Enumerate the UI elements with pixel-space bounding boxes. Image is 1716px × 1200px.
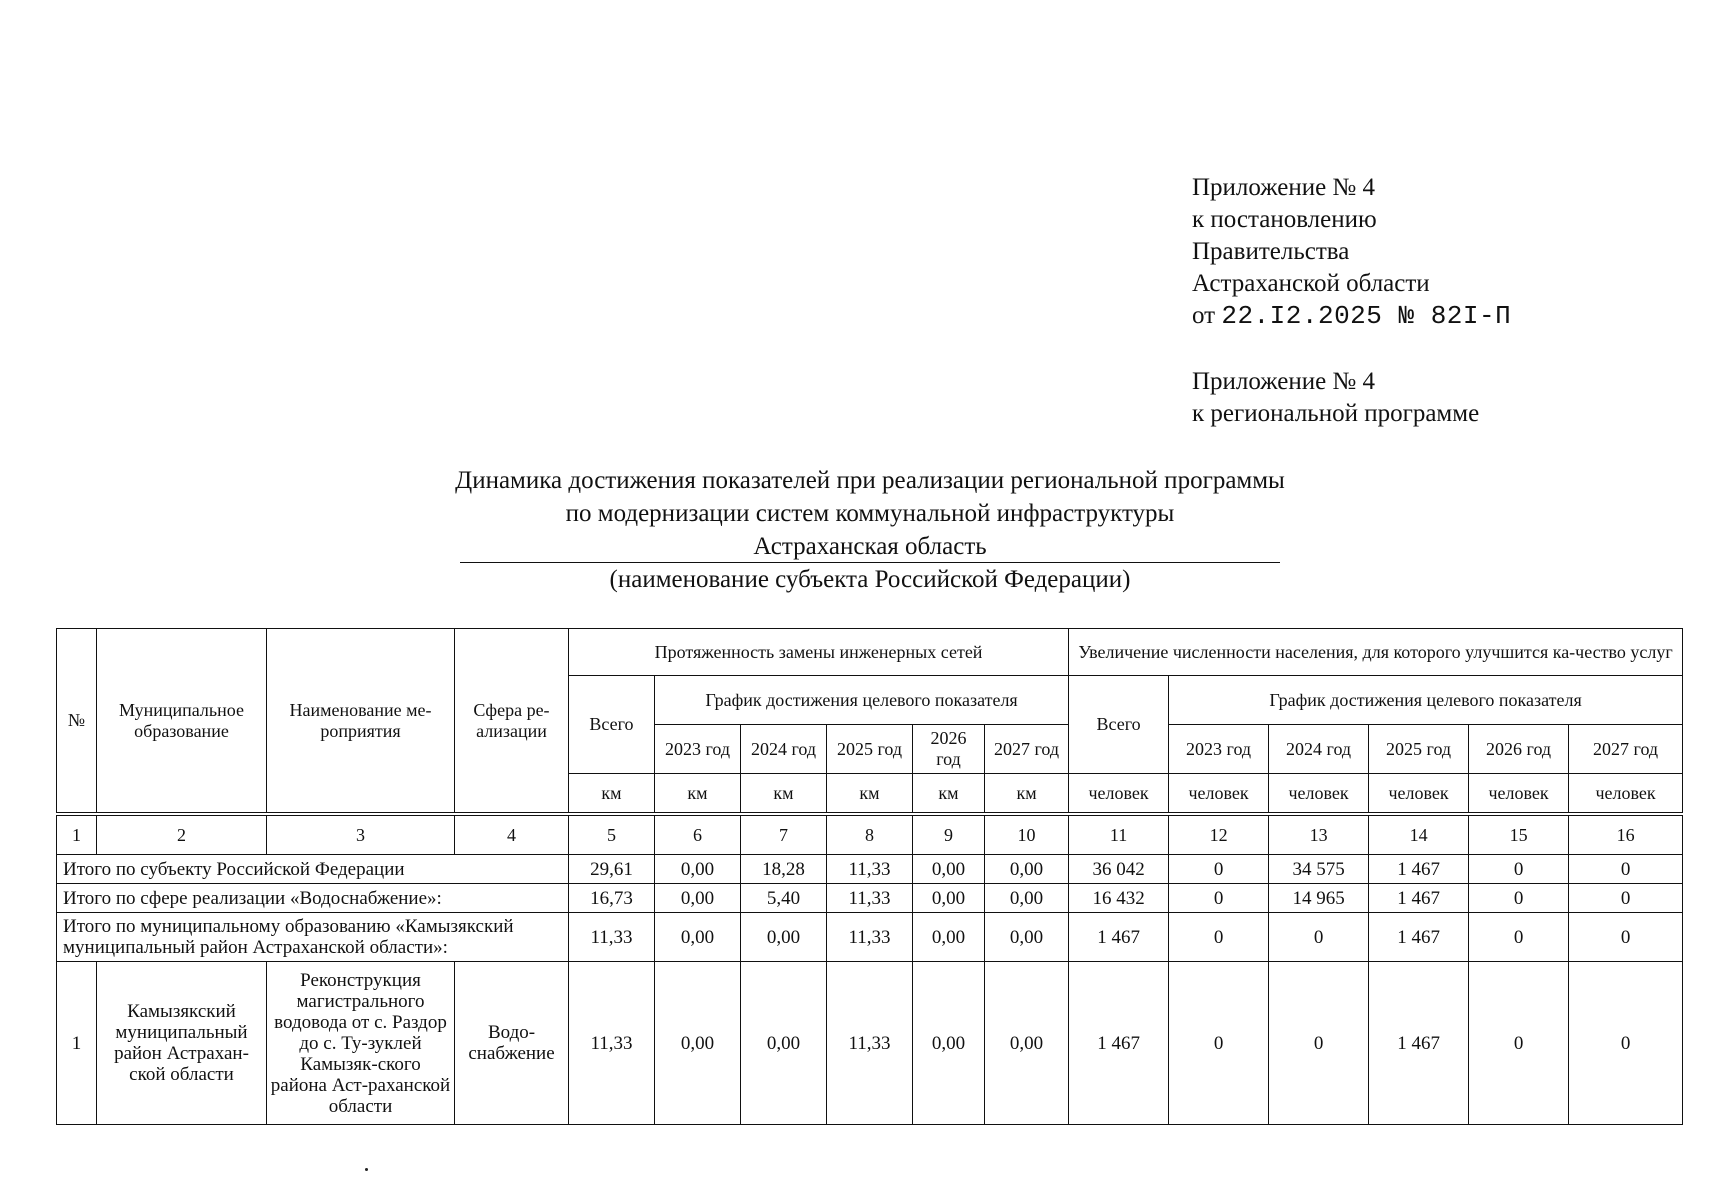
value-cell: 0,00: [985, 855, 1069, 884]
column-number: 3: [267, 814, 455, 855]
appendix-date-line: [1192, 300, 1511, 332]
column-number: 5: [569, 814, 655, 855]
appendix-line: Астраханской области: [1192, 270, 1430, 297]
table-row: [57, 962, 1683, 1125]
header-length-schedule: График достижения целевого показателя: [655, 676, 1069, 725]
row-sphere: Водо-снабжение: [455, 962, 569, 1125]
title-line-2: по модернизации систем коммунальной инфраструктуры: [565, 500, 1175, 527]
unit-cell: км: [655, 774, 741, 815]
header-year: 2027 год: [1569, 725, 1683, 774]
value-cell: 1 467: [1369, 884, 1469, 913]
value-cell: 0,00: [741, 913, 827, 962]
value-cell: 0,00: [655, 884, 741, 913]
value-cell: 1 467: [1369, 855, 1469, 884]
column-number: 14: [1369, 814, 1469, 855]
total-label: Итого по муниципальному образованию «Камызякский муниципальный район Астраханской области»:: [57, 913, 569, 962]
header-sphere: Сфера ре-ализации: [455, 629, 569, 815]
value-cell: 0,00: [913, 855, 985, 884]
value-cell: 0,00: [913, 884, 985, 913]
value-cell: 0,00: [741, 962, 827, 1125]
header-year: 2024 год: [741, 725, 827, 774]
value-cell: 11,33: [827, 855, 913, 884]
document-title: [380, 464, 1360, 596]
value-cell: 0: [1469, 962, 1569, 1125]
unit-cell: км: [827, 774, 913, 815]
value-cell: 14 965: [1269, 884, 1369, 913]
value-cell: 11,33: [827, 913, 913, 962]
header-year: 2023 год: [1169, 725, 1269, 774]
value-cell: 0,00: [913, 913, 985, 962]
header-length-group: Протяженность замены инженерных сетей: [569, 629, 1069, 676]
unit-cell: человек: [1369, 774, 1469, 815]
unit-cell: человек: [1569, 774, 1683, 815]
header-year: 2027 год: [985, 725, 1069, 774]
total-label: Итого по субъекту Российской Федерации: [57, 855, 569, 884]
value-cell: 1 467: [1069, 962, 1169, 1125]
value-cell: 0: [1469, 884, 1569, 913]
header-year: 2026 год: [1469, 725, 1569, 774]
total-row-sphere: [57, 884, 1683, 913]
value-cell: 0: [1169, 884, 1269, 913]
value-cell: 0,00: [655, 913, 741, 962]
header-year: 2024 год: [1269, 725, 1369, 774]
value-cell: 0: [1169, 855, 1269, 884]
value-cell: 11,33: [827, 962, 913, 1125]
header-municipality: Муниципальное образование: [97, 629, 267, 815]
value-cell: 0,00: [655, 962, 741, 1125]
header-population-total: Всего: [1069, 676, 1169, 774]
value-cell: 0: [1569, 855, 1683, 884]
decree-date-number: 22.I2.2025 № 82I-П: [1221, 301, 1512, 331]
value-cell: 11,33: [569, 913, 655, 962]
header-population-group: Увеличение численности населения, для которого улучшится ка-чество услуг: [1069, 629, 1683, 676]
header-row-groups: [57, 629, 1683, 676]
column-number: 2: [97, 814, 267, 855]
value-cell: 0: [1169, 913, 1269, 962]
total-label: Итого по сфере реализации «Водоснабжение»:: [57, 884, 569, 913]
unit-cell: км: [741, 774, 827, 815]
header-year: 2025 год: [1369, 725, 1469, 774]
region-name: Астраханская область: [460, 532, 1280, 563]
value-cell: 16 432: [1069, 884, 1169, 913]
scan-dot: [365, 1168, 368, 1171]
header-year: 2023 год: [655, 725, 741, 774]
value-cell: 1 467: [1369, 962, 1469, 1125]
total-row-subject: [57, 855, 1683, 884]
value-cell: 0: [1569, 884, 1683, 913]
column-number: 16: [1569, 814, 1683, 855]
total-row-municipality: [57, 913, 1683, 962]
value-cell: 0,00: [985, 913, 1069, 962]
value-cell: 0: [1469, 913, 1569, 962]
value-cell: 16,73: [569, 884, 655, 913]
appendix-line: Правительства: [1192, 238, 1350, 265]
header-year: 2026 год: [913, 725, 985, 774]
appendix-line: Приложение № 4: [1192, 174, 1376, 201]
value-cell: 29,61: [569, 855, 655, 884]
column-number: 6: [655, 814, 741, 855]
title-line-1: Динамика достижения показателей при реализации региональной программы: [455, 467, 1285, 494]
value-cell: 0: [1169, 962, 1269, 1125]
column-number: 15: [1469, 814, 1569, 855]
value-cell: 0,00: [985, 884, 1069, 913]
indicators-table: [56, 628, 1683, 1125]
value-cell: 0,00: [985, 962, 1069, 1125]
unit-cell: человек: [1469, 774, 1569, 815]
column-number: 7: [741, 814, 827, 855]
appendix-line: Приложение № 4: [1192, 368, 1376, 395]
value-cell: 0: [1269, 913, 1369, 962]
appendix-government-decree: [1192, 172, 1511, 332]
column-number: 13: [1269, 814, 1369, 855]
unit-cell: человек: [1269, 774, 1369, 815]
header-population-schedule: График достижения целевого показателя: [1169, 676, 1683, 725]
column-number: 9: [913, 814, 985, 855]
value-cell: 5,40: [741, 884, 827, 913]
region-caption: (наименование субъекта Российской Федерации): [609, 566, 1131, 593]
column-number: 1: [57, 814, 97, 855]
value-cell: 0,00: [655, 855, 741, 884]
value-cell: 36 042: [1069, 855, 1169, 884]
column-number: 8: [827, 814, 913, 855]
value-cell: 0: [1569, 913, 1683, 962]
unit-cell: человек: [1169, 774, 1269, 815]
header-measure: Наименование ме-роприятия: [267, 629, 455, 815]
appendix-regional-program: [1192, 366, 1479, 430]
column-number: 11: [1069, 814, 1169, 855]
appendix-line: к постановлению: [1192, 206, 1377, 233]
value-cell: 11,33: [827, 884, 913, 913]
header-year: 2025 год: [827, 725, 913, 774]
appendix-line: к региональной программе: [1192, 400, 1480, 427]
value-cell: 11,33: [569, 962, 655, 1125]
value-cell: 18,28: [741, 855, 827, 884]
row-measure: Реконструкция магистрального водовода от с. Раздор до с. Ту-зуклей Камызяк-ского района Аст-раханской области: [267, 962, 455, 1125]
unit-cell: км: [569, 774, 655, 815]
column-number: 4: [455, 814, 569, 855]
row-municipality: Камызякский муниципальный район Астрахан-ской области: [97, 962, 267, 1125]
unit-cell: км: [985, 774, 1069, 815]
value-cell: 1 467: [1069, 913, 1169, 962]
date-prefix: от: [1192, 302, 1216, 329]
row-number: 1: [57, 962, 97, 1125]
value-cell: 0: [1469, 855, 1569, 884]
value-cell: 0: [1269, 962, 1369, 1125]
value-cell: 0: [1569, 962, 1683, 1125]
unit-cell: человек: [1069, 774, 1169, 815]
unit-cell: км: [913, 774, 985, 815]
header-no: №: [57, 629, 97, 815]
column-number: 12: [1169, 814, 1269, 855]
header-length-total: Всего: [569, 676, 655, 774]
column-number: 10: [985, 814, 1069, 855]
value-cell: 0,00: [913, 962, 985, 1125]
value-cell: 1 467: [1369, 913, 1469, 962]
value-cell: 34 575: [1269, 855, 1369, 884]
column-number-row: [57, 814, 1683, 855]
